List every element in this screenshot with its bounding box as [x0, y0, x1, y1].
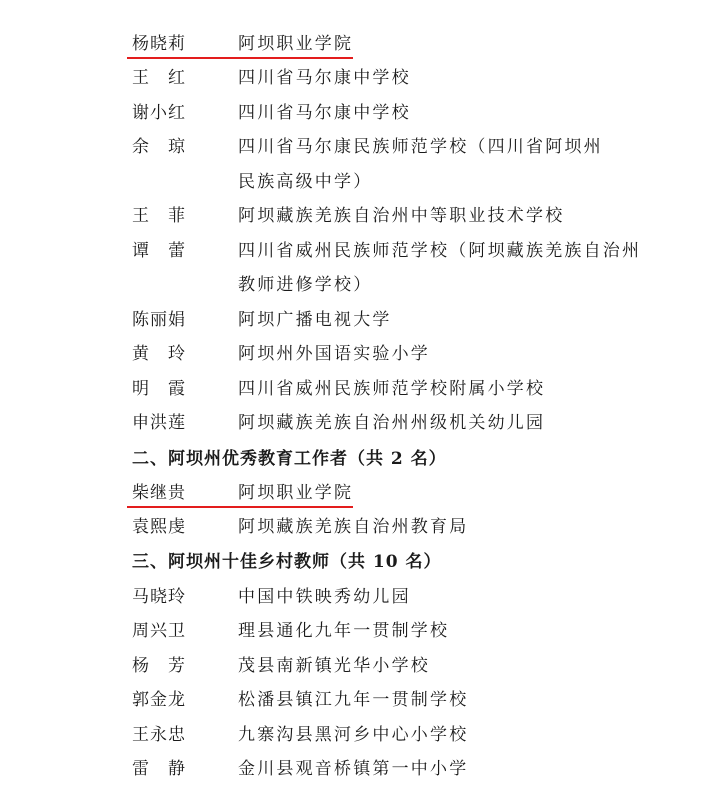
- teacher-name: 申洪莲: [132, 413, 186, 433]
- teacher-school: 阿坝广播电视大学: [238, 310, 392, 330]
- list-item: [0, 517, 708, 551]
- section-heading-row: [0, 449, 708, 483]
- teacher-school: 教师进修学校）: [238, 275, 373, 295]
- worker-name: 柴继贵: [132, 483, 186, 503]
- teacher-name: 周兴卫: [132, 621, 186, 641]
- teacher-name: 谭 蕾: [132, 241, 186, 261]
- highlight-underline: [127, 57, 353, 59]
- list-item-continuation: [0, 275, 708, 309]
- list-item: [0, 103, 708, 137]
- teacher-name: 雷 静: [132, 759, 186, 779]
- teacher-name: 杨晓莉: [132, 34, 186, 54]
- list-item: [0, 34, 708, 68]
- list-item: [0, 206, 708, 240]
- teacher-school: 四川省马尔康中学校: [238, 103, 411, 123]
- list-item: [0, 621, 708, 655]
- teacher-name: 郭金龙: [132, 690, 186, 710]
- list-item: [0, 379, 708, 413]
- section-heading: 三、阿坝州十佳乡村教师（共 10 名）: [132, 552, 442, 572]
- list-item: [0, 344, 708, 378]
- teacher-school: 茂县南新镇光华小学校: [238, 656, 430, 676]
- list-item: [0, 310, 708, 344]
- section-heading-row: [0, 552, 708, 586]
- list-item: [0, 587, 708, 621]
- worker-org: 阿坝职业学院: [238, 483, 354, 503]
- worker-org: 阿坝藏族羌族自治州教育局: [238, 517, 469, 537]
- teacher-school: 松潘县镇江九年一贯制学校: [238, 690, 469, 710]
- list-item: [0, 656, 708, 690]
- list-item: [0, 725, 708, 759]
- teacher-name: 黄 玲: [132, 344, 186, 364]
- list-item: [0, 68, 708, 102]
- teacher-school: 中国中铁映秀幼儿园: [238, 587, 411, 607]
- teacher-school: 阿坝藏族羌族自治州州级机关幼儿园: [238, 413, 546, 433]
- teacher-name: 王永忠: [132, 725, 186, 745]
- teacher-school: 理县通化九年一贯制学校: [238, 621, 450, 641]
- teacher-school: 四川省马尔康中学校: [238, 68, 411, 88]
- teacher-school: 四川省威州民族师范学校（阿坝藏族羌族自治州: [238, 241, 642, 261]
- teacher-school: 四川省马尔康民族师范学校（四川省阿坝州: [238, 137, 603, 157]
- list-item: [0, 690, 708, 724]
- teacher-school: 金川县观音桥镇第一中小学: [238, 759, 469, 779]
- list-item-continuation: [0, 172, 708, 206]
- teacher-school: 四川省威州民族师范学校附属小学校: [238, 379, 546, 399]
- teacher-school: 阿坝州外国语实验小学: [238, 344, 430, 364]
- list-item: [0, 241, 708, 275]
- worker-name: 袁熙虔: [132, 517, 186, 537]
- teacher-name: 杨 芳: [132, 656, 186, 676]
- teacher-name: 陈丽娟: [132, 310, 186, 330]
- teacher-school: 九寨沟县黑河乡中心小学校: [238, 725, 469, 745]
- list-item: [0, 413, 708, 447]
- section-heading: 二、阿坝州优秀教育工作者（共 2 名）: [132, 449, 447, 469]
- teacher-school: 阿坝藏族羌族自治州中等职业技术学校: [238, 206, 565, 226]
- teacher-school: 阿坝职业学院: [238, 34, 354, 54]
- teacher-name: 谢小红: [132, 103, 186, 123]
- teacher-name: 王 红: [132, 68, 186, 88]
- teacher-school: 民族高级中学）: [238, 172, 373, 192]
- list-item: [0, 759, 708, 793]
- teacher-name: 明 霞: [132, 379, 186, 399]
- list-item: [0, 137, 708, 171]
- teacher-name: 余 琼: [132, 137, 186, 157]
- teacher-name: 王 菲: [132, 206, 186, 226]
- highlight-underline: [127, 506, 353, 508]
- list-item: [0, 483, 708, 517]
- teacher-name: 马晓玲: [132, 587, 186, 607]
